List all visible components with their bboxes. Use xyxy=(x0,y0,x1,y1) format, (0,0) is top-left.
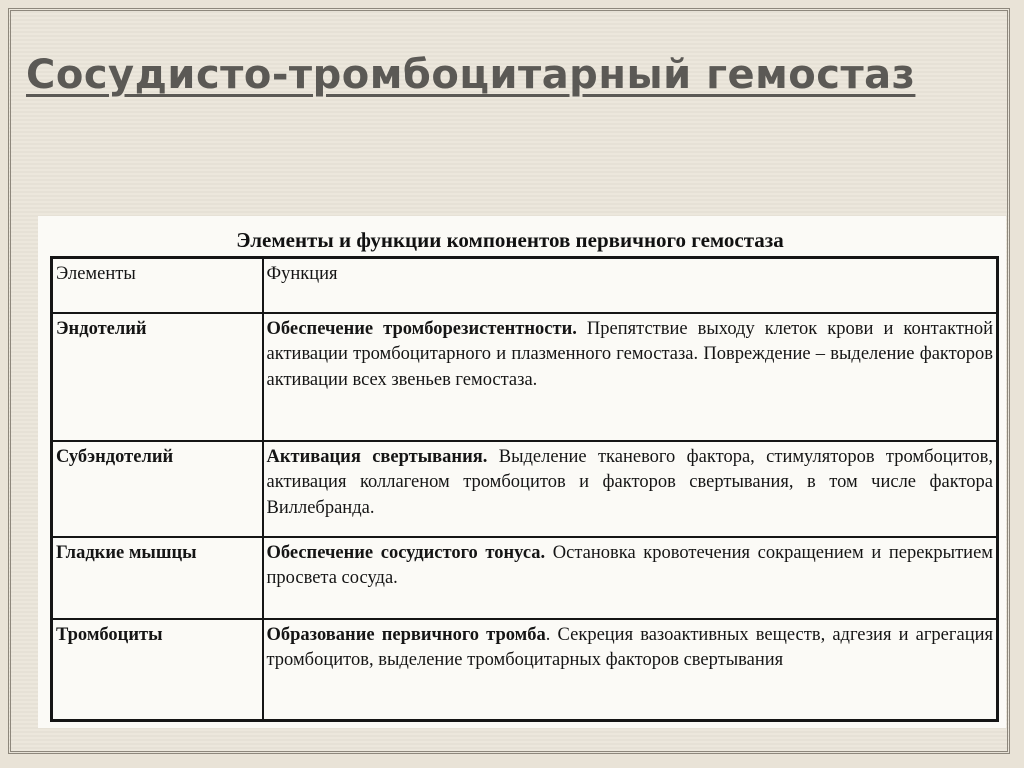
element-cell xyxy=(52,537,263,619)
function-cell xyxy=(263,313,998,441)
header-function: Функция xyxy=(263,258,998,313)
function-text: . Секреция вазоактивных веществ, адгезия и агрегация тромбоцитов, выделение тромбоцитарных факторов свертывания xyxy=(266,624,994,671)
function-bold: Обеспечение тромборезистентности. xyxy=(266,318,577,339)
element-cell xyxy=(52,619,263,721)
element-name: Гладкие мышцы xyxy=(56,542,197,563)
table-row xyxy=(52,619,998,721)
element-cell xyxy=(52,441,263,537)
function-text: Препятствие выходу клеток крови и контактной активации тромбоцитарного и плазменного гемостаза. Повреждение – выделение факторов активации всех звеньев гемостаза. xyxy=(266,318,993,391)
function-cell xyxy=(263,537,998,619)
function-text: Остановка кровотечения сокращением и перекрытием просвета сосуда. xyxy=(266,542,994,589)
function-cell xyxy=(263,619,998,721)
table-row xyxy=(52,313,998,441)
element-name: Субэндотелий xyxy=(56,446,174,467)
element-cell xyxy=(52,313,263,441)
element-name: Эндотелий xyxy=(56,318,147,339)
table-header-row xyxy=(52,258,998,313)
function-bold: Образование первичного тромба xyxy=(266,624,546,645)
scanned-table-image xyxy=(38,216,1006,728)
table-row xyxy=(52,441,998,537)
table-caption: Элементы и функции компонентов первичного гемостаза xyxy=(236,228,784,252)
hemostasis-table xyxy=(50,256,999,722)
function-bold: Обеспечение сосудистого тонуса. xyxy=(266,542,546,563)
slide-title: Сосудисто-тромбоцитарный гемостаз xyxy=(26,52,916,98)
function-cell xyxy=(263,441,998,537)
table-row xyxy=(52,537,998,619)
function-text: Выделение тканевого фактора, стимуляторов тромбоцитов, активация коллагеном тромбоцитов и факторов свертывания, в том числе фактора Виллебранда. xyxy=(266,446,993,519)
header-elements: Элементы xyxy=(52,258,263,313)
function-bold: Активация свертывания. xyxy=(266,446,488,467)
element-name: Тромбоциты xyxy=(56,624,163,645)
